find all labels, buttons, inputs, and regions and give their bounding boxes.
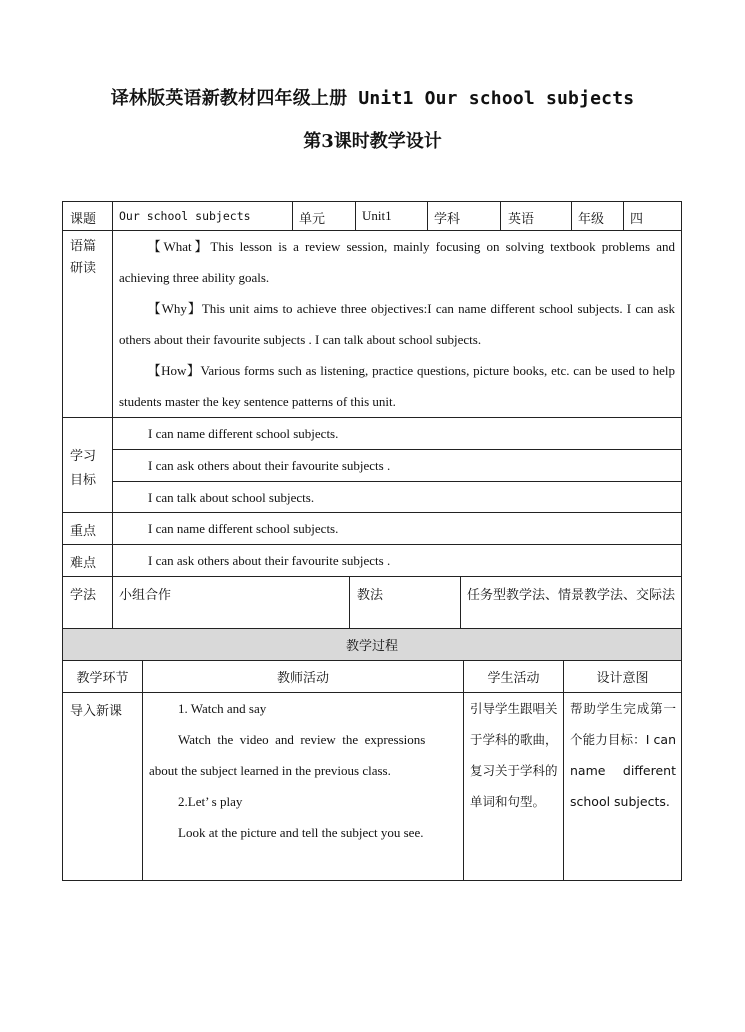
unit-label: 单元 (292, 201, 356, 231)
teacher-activity-line: 1. Watch and say (178, 701, 267, 716)
objectives-label (62, 417, 113, 513)
analysis-what: 【What】This lesson is a review session, mainly focusing on solving textbook problems and achieving three ability goals. (119, 239, 675, 285)
process-design-intent: 帮助学生完成第一个能力目标：I can name different school subjects. (563, 692, 682, 881)
teaching-method-label: 教法 (349, 576, 461, 629)
process-student-activity: 引导学生跟唱关于学科的歌曲，复习关于学科的单词和句型。 (463, 692, 564, 881)
objective-item: I can name different school subjects. (112, 417, 682, 450)
learning-method-value: 小组合作 (112, 576, 350, 629)
difficult-point-value: I can ask others about their favourite subjects . (112, 544, 682, 577)
learning-method-label: 学法 (62, 576, 113, 629)
column-header-student: 学生活动 (463, 660, 564, 693)
analysis-label (62, 230, 113, 418)
analysis-label-line1: 语篇 (70, 239, 97, 254)
document-title: 译林版英语新教材四年级上册 Unit1 Our school subjects (110, 88, 635, 109)
topic-value: Our school subjects (112, 201, 293, 231)
grade-label: 年级 (571, 201, 624, 231)
objectives-label-line1: 学习 (70, 449, 97, 464)
process-header: 教学过程 (62, 628, 682, 661)
analysis-content (112, 230, 682, 418)
objectives-label-line2: 目标 (70, 473, 97, 488)
analysis-how: 【How】Various forms such as listening, practice questions, picture books, etc. can be used to help students master the key sentence patterns of this unit. (119, 363, 675, 409)
subject-value: 英语 (500, 201, 572, 231)
analysis-why: 【Why】This unit aims to achieve three objectives:I can name different school subjects. I can ask others about their favourite subjects . I can talk about school subjects. (119, 301, 675, 347)
analysis-label-line2: 研读 (70, 261, 97, 276)
subject-label: 学科 (427, 201, 501, 231)
unit-value: Unit1 (355, 201, 428, 231)
objective-item: I can talk about school subjects. (112, 481, 682, 513)
process-stage: 导入新课 (62, 692, 143, 881)
topic-label: 课题 (62, 201, 113, 231)
document-subtitle: 第3课时教学设计 (303, 131, 442, 152)
column-header-stage: 教学环节 (62, 660, 143, 693)
grade-value: 四 (623, 201, 682, 231)
column-header-intent: 设计意图 (563, 660, 682, 693)
key-point-label: 重点 (62, 512, 113, 545)
column-header-teacher: 教师活动 (142, 660, 464, 693)
process-teacher-activity (142, 692, 464, 881)
teacher-activity-line: Watch the video and review the expressions (178, 732, 426, 747)
difficult-point-label: 难点 (62, 544, 113, 577)
teaching-method-value: 任务型教学法、情景教学法、交际法 (460, 576, 682, 629)
objective-item: I can ask others about their favourite subjects . (112, 449, 682, 482)
teacher-activity-line: Look at the picture and tell the subject you see. (178, 825, 424, 840)
key-point-value: I can name different school subjects. (112, 512, 682, 545)
teacher-activity-line: about the subject learned in the previous class. (149, 763, 391, 778)
teacher-activity-line: 2.Let’ s play (178, 794, 243, 809)
